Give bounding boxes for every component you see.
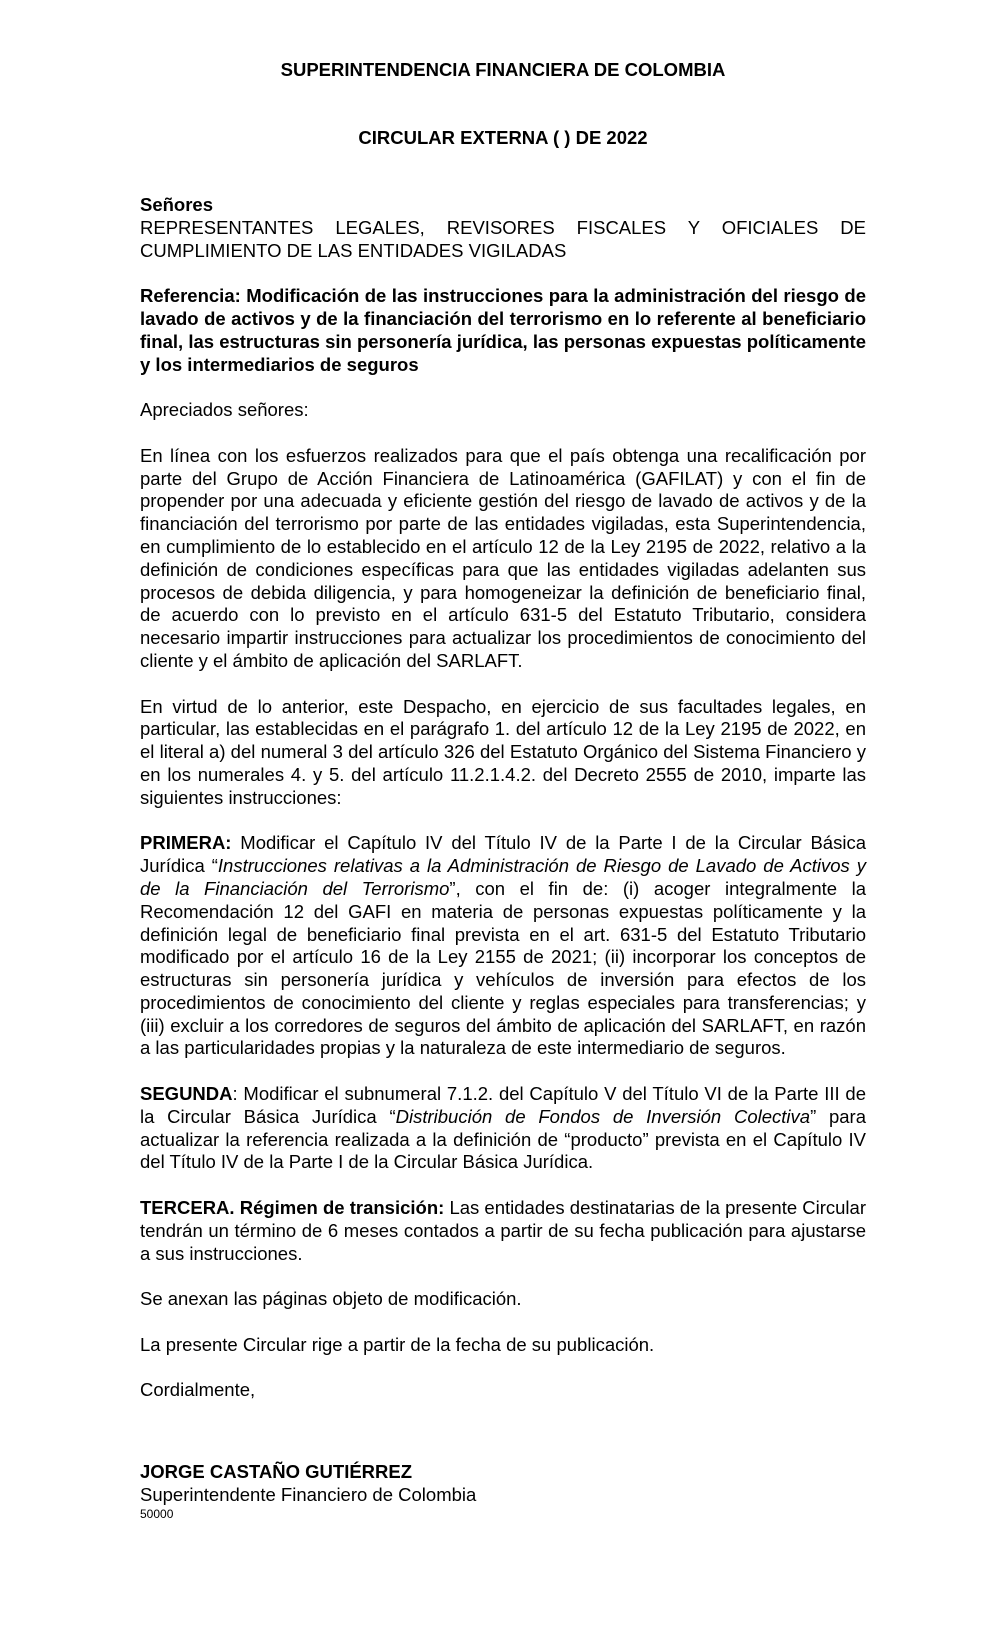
circular-title: CIRCULAR EXTERNA ( ) DE 2022	[358, 127, 648, 148]
tercera-label: TERCERA. Régimen de transición:	[140, 1197, 445, 1219]
validity-note: La presente Circular rige a partir de la fecha de su publicación.	[140, 1333, 655, 1355]
farewell: Cordialmente,	[140, 1379, 256, 1401]
document-body	[140, 194, 866, 1425]
document-code: 50000	[140, 1506, 174, 1521]
segunda-text-a: : Modificar el subnumeral 7.1.2. del Capítulo V del Título VI de la Parte III de la Circular Básica Jurídica “	[140, 1083, 866, 1127]
primera-label: PRIMERA:	[140, 832, 232, 854]
intro-paragraph: En línea con los esfuerzos realizados para que el país obtenga una recalificación por parte del Grupo de Acción Financiera de Latinoamérica (GAFILAT) y con el fin de propender por una adecuada y eficiente gestión del riesgo de lavado de activos y de la financiación del terrorismo por parte de las entidades vigiladas, esta Superintendencia, en cumplimiento de lo establecido en el artículo 12 de la Ley 2195 de 2022, relativo a la definición de condiciones específicas para que las entidades vigiladas adelanten sus procesos de debida diligencia, y para homogeneizar la definición de beneficiario final, de acuerdo con lo previsto en el artículo 631-5 del Estatuto Tributario, considera necesario impartir instrucciones para actualizar los procedimientos de conocimiento del cliente y el ámbito de aplicación del SARLAFT.	[140, 444, 866, 671]
primera-italic: Instrucciones relativas a la Administración de Riesgo de Lavado de Activos y de la Financiación del Terrorismo	[140, 855, 867, 899]
instruction-primera	[140, 832, 866, 1060]
signer-name: JORGE CASTAÑO GUTIÉRREZ	[140, 1461, 413, 1482]
recipients: REPRESENTANTES LEGALES, REVISORES FISCALES Y OFICIALES DE CUMPLIMIENTO DE LAS ENTIDADES VIGILADAS	[140, 216, 866, 261]
greeting: Apreciados señores:	[140, 399, 309, 421]
virtue-paragraph: En virtud de lo anterior, este Despacho, en ejercicio de sus facultades legales, en particular, las establecidas en el parágrafo 1. del artículo 12 de la Ley 2195 de 2022, en el literal a) del numeral 3 del artículo 326 del Estatuto Orgánico del Sistema Financiero y en los numerales 4. y 5. del artículo 11.2.1.4.2. del Decreto 2555 de 2010, imparte las siguientes instrucciones:	[140, 695, 866, 808]
primera-text-b: ”, con el fin de: (i) acoger integralmente la Recomendación 12 del GAFI en materia de personas expuestas políticamente y la definición legal de beneficiario final prevista en el art. 631-5 del Estatuto Tributario modificado por el artículo 16 de la Ley 2155 de 2021; (ii) incorporar los conceptos de estructuras sin personería jurídica y vehículos de inversión para efectos de los procedimientos de conocimiento del cliente y reglas especiales para transferencias; y (iii) excluir a los corredores de seguros del ámbito de aplicación del SARLAFT, en razón a las particularidades propias y la naturaleza de este intermediario de seguros.	[140, 877, 866, 1059]
segunda-label: SEGUNDA	[140, 1083, 233, 1105]
annex-note: Se anexan las páginas objeto de modificación.	[140, 1288, 522, 1310]
addressee-block	[140, 194, 866, 262]
segunda-italic: Distribución de Fondos de Inversión Colectiva	[395, 1105, 811, 1127]
instruction-tercera	[140, 1197, 866, 1265]
instruction-segunda	[140, 1083, 866, 1174]
entity-heading: SUPERINTENDENCIA FINANCIERA DE COLOMBIA	[280, 59, 726, 80]
signer-position: Superintendente Financiero de Colombia	[140, 1483, 477, 1505]
signature-block	[140, 1461, 866, 1521]
reference-paragraph: Referencia: Modificación de las instrucciones para la administración del riesgo de lavado de activos y de la financiación del terrorismo en lo referente al beneficiario final, las estructuras sin personería jurídica, las personas expuestas políticamente y los intermediarios de seguros	[140, 285, 866, 375]
segunda-text-b: ” para actualizar la referencia realizada a la definición de “producto” prevista en el Capítulo IV del Título IV de la Parte I de la Circular Básica Jurídica.	[140, 1105, 867, 1173]
primera-text-a: Modificar el Capítulo IV del Título IV de la Parte I de la Circular Básica Jurídica “	[140, 832, 866, 877]
tercera-text: Las entidades destinatarias de la presente Circular tendrán un término de 6 meses contados a partir de su fecha publicación para ajustarse a sus instrucciones.	[140, 1197, 866, 1264]
salutation: Señores	[140, 194, 214, 215]
